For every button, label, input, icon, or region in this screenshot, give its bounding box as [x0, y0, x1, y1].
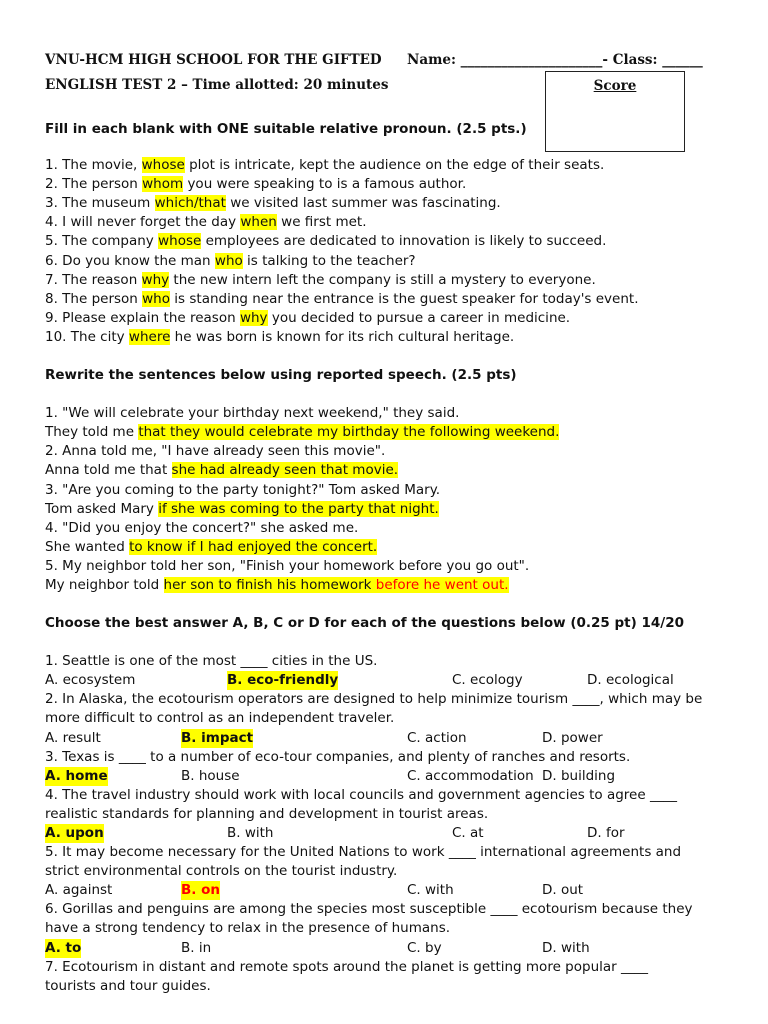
selected-option: B. on: [181, 881, 220, 900]
fill-blank-item: [45, 194, 735, 213]
mcq-option: A. ecosystem: [45, 672, 136, 689]
selected-option: B. impact: [181, 729, 253, 748]
answer-prefix: Anna told me that: [45, 462, 172, 479]
answer-prefix: She wanted: [45, 538, 130, 555]
reported-speech-question: [45, 481, 735, 500]
mcq-question-line: [45, 652, 735, 671]
reported-speech-question: [45, 519, 735, 538]
question-text: we first met.: [276, 214, 367, 231]
mcq-option: D. with: [542, 939, 590, 956]
selected-option: B. eco-friendly: [227, 671, 338, 690]
question-text: 2. The person: [45, 176, 143, 193]
selected-option: A. upon: [45, 824, 104, 843]
mcq-option: D. ecological: [587, 672, 674, 689]
question-text: have a strong tendency to relax in the presence of humans.: [45, 920, 451, 937]
question-text: employees are dedicated to innovation is likely to succeed.: [201, 233, 607, 250]
question-text: is standing near the entrance is the guest speaker for today's event.: [170, 290, 639, 307]
question-text: 7. The reason: [45, 271, 142, 288]
mcq-question-line: [45, 748, 735, 767]
mcq-option: B. in: [181, 939, 212, 956]
mcq-question-line: [45, 709, 735, 728]
section1-list: [45, 156, 735, 347]
reported-speech-question: [45, 404, 735, 423]
question-text: you decided to pursue a career in medicine.: [267, 309, 571, 326]
highlighted-answer: who: [142, 290, 170, 307]
mcq-option: C. at: [452, 825, 484, 841]
school-name: VNU-HCM HIGH SCHOOL FOR THE GIFTED: [45, 52, 382, 68]
mcq-question-line: [45, 862, 735, 881]
mcq-option: C. accommodation: [407, 767, 534, 784]
fill-blank-item: [45, 290, 735, 309]
question-text: 5. It may become necessary for the United Nations to work ____ international agreements and: [45, 844, 682, 861]
reported-speech-answer: [45, 538, 735, 557]
highlighted-answer: why: [239, 309, 268, 326]
test-title: ENGLISH TEST 2 – Time allotted: 20 minutes: [45, 77, 389, 93]
mcq-option: C. with: [407, 882, 454, 899]
question-text: 8. The person: [45, 290, 143, 307]
question-text: we visited last summer was fascinating.: [225, 195, 501, 212]
highlighted-answer: when: [240, 214, 277, 231]
highlighted-answer: her son to finish his homework: [163, 576, 372, 593]
mcq-options-row: [45, 729, 735, 748]
highlighted-answer: whose: [158, 233, 202, 250]
mcq-options-row: [45, 881, 735, 900]
reported-speech-answer: [45, 423, 735, 442]
question-text: is talking to the teacher?: [242, 252, 416, 269]
fill-blank-item: [45, 309, 735, 328]
highlighted-answer: where: [128, 328, 171, 345]
fill-blank-item: [45, 175, 735, 194]
section1-title: Fill in each blank with ONE suitable relative pronoun. (2.5 pts.): [45, 121, 527, 137]
question-text: you were speaking to is a famous author.: [183, 176, 467, 193]
score-label: Score: [593, 78, 637, 94]
mcq-option: A. result: [45, 729, 101, 746]
question-text: 1. Seattle is one of the most ____ cities in the US.: [45, 653, 378, 670]
highlighted-answer: who: [214, 252, 243, 269]
answer-prefix: My neighbor told: [45, 576, 164, 593]
mcq-options-row: [45, 939, 735, 958]
question-text: 3. Texas is ____ to a number of eco-tour companies, and plenty of ranches and resorts.: [45, 748, 631, 765]
highlighted-answer: she had already seen that movie.: [171, 462, 399, 479]
mcq-question-line: [45, 900, 735, 919]
incorrect-answer-part: before he went out.: [371, 576, 509, 593]
fill-blank-item: [45, 328, 735, 347]
fill-blank-item: [45, 156, 735, 175]
question-text: 7. Ecotourism in distant and remote spots around the planet is getting more popular ____: [45, 958, 648, 975]
question-text: he was born is known for its rich cultural heritage.: [170, 328, 515, 345]
section3-title: Choose the best answer A, B, C or D for each of the questions below (0.25 pt) 14/20: [45, 615, 685, 632]
mcq-option: B. house: [181, 767, 240, 784]
selected-option: A. to: [45, 939, 81, 958]
section2-list: [45, 404, 735, 595]
question-text: 5. My neighbor told her son, "Finish your homework before you go out".: [45, 557, 530, 574]
question-text: realistic standards for planning and development in tourist areas.: [45, 805, 489, 822]
mcq-option: D. power: [542, 729, 603, 746]
section2-title: Rewrite the sentences below using reported speech. (2.5 pts): [45, 367, 517, 384]
question-text: 3. "Are you coming to the party tonight?" Tom asked Mary.: [45, 481, 441, 498]
fill-blank-item: [45, 232, 735, 251]
highlighted-answer: why: [141, 271, 170, 288]
question-text: 9. Please explain the reason: [45, 309, 240, 326]
selected-option: A. home: [45, 767, 108, 786]
highlighted-answer: to know if I had enjoyed the concert.: [129, 538, 378, 555]
question-text: 10. The city: [45, 328, 129, 345]
reported-speech-answer: [45, 500, 735, 519]
test-content: [45, 120, 735, 996]
question-text: 3. The museum: [45, 195, 155, 212]
mcq-option: C. ecology: [452, 672, 523, 689]
highlighted-answer: if she was coming to the party that night.: [158, 500, 439, 517]
question-text: 4. I will never forget the day: [45, 214, 241, 231]
question-text: plot is intricate, kept the audience on the edge of their seats.: [184, 157, 605, 174]
question-text: 2. In Alaska, the ecotourism operators are designed to help minimize tourism ____, which may be: [45, 691, 703, 708]
question-text: strict environmental controls on the tourist industry.: [45, 863, 398, 880]
mcq-option: C. action: [407, 729, 467, 746]
question-text: tourists and tour guides.: [45, 977, 211, 994]
highlighted-answer: that they would celebrate my birthday the following weekend.: [138, 424, 560, 441]
fill-blank-item: [45, 271, 735, 290]
answer-prefix: They told me: [45, 424, 139, 441]
reported-speech-question: [45, 557, 735, 576]
question-text: 4. The travel industry should work with local councils and government agencies to agree ____: [45, 786, 677, 803]
mcq-option: D. for: [587, 825, 625, 841]
mcq-question-line: [45, 690, 735, 709]
answer-prefix: Tom asked Mary: [45, 500, 159, 517]
mcq-options-row: [45, 767, 735, 786]
mcq-question-line: [45, 919, 735, 938]
question-text: the new intern left the company is still a mystery to everyone.: [169, 271, 596, 288]
question-text: 1. "We will celebrate your birthday next weekend," they said.: [45, 405, 460, 422]
question-text: 6. Do you know the man: [45, 252, 215, 269]
mcq-option: A. against: [45, 882, 113, 899]
highlighted-answer: whom: [142, 176, 184, 193]
reported-speech-answer: [45, 461, 735, 480]
mcq-question-line: [45, 805, 735, 824]
mcq-question-line: [45, 958, 735, 977]
highlighted-answer: whose: [141, 157, 185, 174]
mcq-options-row: [45, 824, 735, 843]
highlighted-answer: which/that: [154, 195, 226, 212]
fill-blank-item: [45, 252, 735, 271]
mcq-options-row: [45, 671, 735, 690]
name-class-line: Name: _____________________- Class: ______: [407, 52, 703, 68]
reported-speech-answer: [45, 576, 735, 595]
mcq-option: C. by: [407, 939, 442, 956]
fill-blank-item: [45, 213, 735, 232]
question-text: 2. Anna told me, "I have already seen this movie".: [45, 443, 386, 460]
question-text: 6. Gorillas and penguins are among the species most susceptible ____ ecotourism because they: [45, 901, 693, 918]
mcq-question-line: [45, 786, 735, 805]
question-text: 4. "Did you enjoy the concert?" she asked me.: [45, 519, 359, 536]
mcq-option: D. out: [542, 882, 584, 899]
mcq-question-line: [45, 977, 735, 996]
section3-list: [45, 652, 735, 996]
mcq-option: D. building: [542, 767, 616, 784]
question-text: 5. The company: [45, 233, 159, 250]
question-text: 1. The movie,: [45, 157, 142, 174]
question-text: more difficult to control as an independent traveler.: [45, 710, 395, 727]
mcq-option: B. with: [227, 825, 274, 841]
reported-speech-question: [45, 442, 735, 461]
mcq-question-line: [45, 843, 735, 862]
